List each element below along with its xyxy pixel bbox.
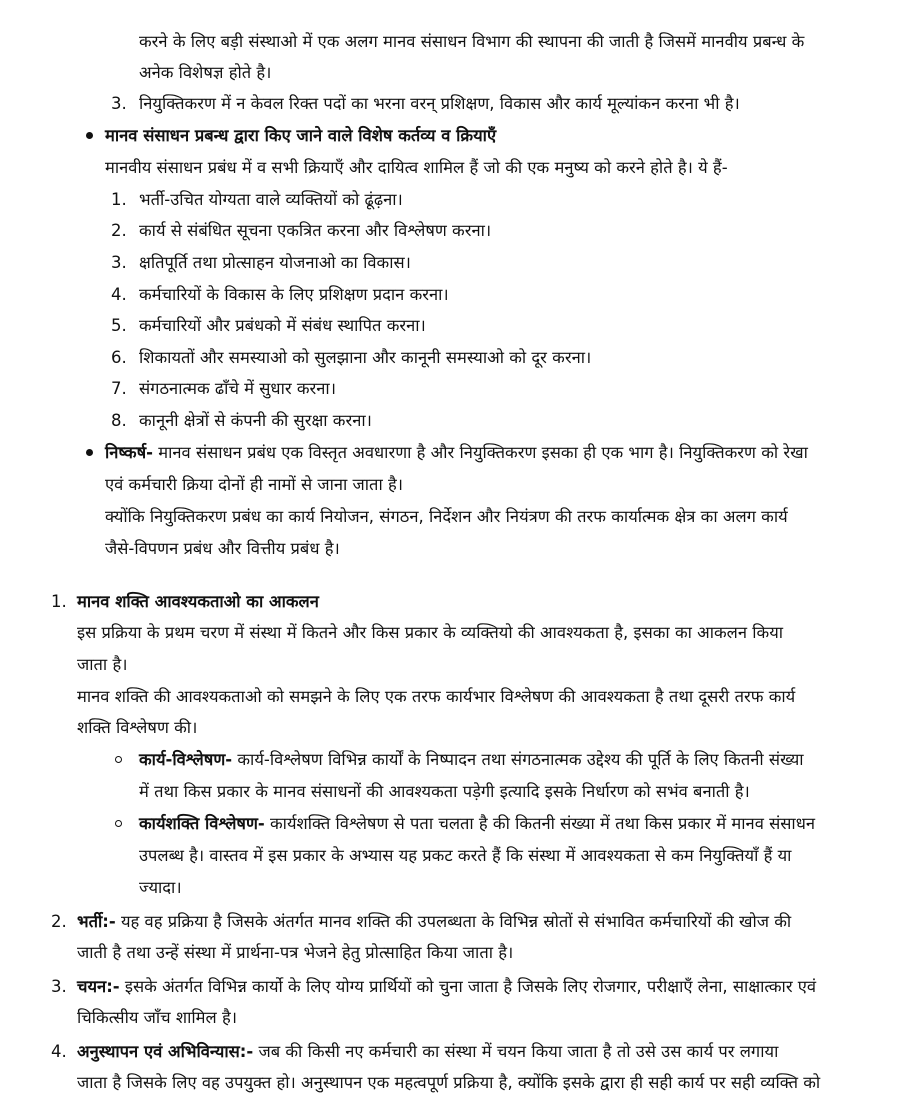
process-label: चयन:- [77,977,120,996]
process-title: मानव शक्ति आवश्यकताओ का आकलन [77,592,319,611]
bullet-icon [86,132,93,139]
paragraph-line: मानव शक्ति की आवश्यकताओ को समझने के लिए एक तरफ कार्यभार विश्लेषण की आवश्यकता है तथा दूसरी तरफ कार्य [77,687,796,706]
list-item-number: 2. [111,221,127,240]
list-item-number: 5. [111,316,127,335]
process-line: जाता है जिसके लिए वह उपयुक्त हो। अनुस्थापन एक महत्वपूर्ण प्रक्रिया है, क्योंकि इसके द्वारा ही सही कार्य पर सही व्यक्ति को [77,1073,821,1092]
process-number: 2. [51,912,67,931]
list-item-number: 8. [111,411,127,430]
list-item-text: क्षतिपूर्ति तथा प्रोत्साहन योजनाओ का विकास। [139,253,411,272]
list-item-number: 3. [111,94,127,113]
bullet-icon [86,449,93,456]
paragraph-line: जाता है। [77,655,128,674]
sub-item-line: कार्यशक्ति विश्लेषण- कार्यशक्ति विश्लेषण से पता चलता है की कितनी संख्या में तथा किस प्रकार में मानव संसाधन [139,814,816,833]
process-line: चयन:- इसके अंतर्गत विभिन्न कार्यो के लिए योग्य प्रार्थियों को चुना जाता है जिसके लिए रोजगार, परीक्षाएँ लेना, साक्षात्कार एवं [77,977,817,996]
circle-bullet-icon [115,756,122,763]
process-label: अनुस्थापन एवं अभिविन्यास:- [77,1042,254,1061]
process-number: 1. [51,592,67,611]
intro-line-2: अनेक विशेषज्ञ होते है। [139,63,272,82]
conclusion-label: निष्कर्ष- [105,443,153,462]
process-number: 3. [51,977,67,996]
list-item-text: कार्य से संबंधित सूचना एकत्रित करना और विश्लेषण करना। [139,221,492,240]
sub-item-line: कार्य-विश्लेषण- कार्य-विश्लेषण विभिन्न कार्यों के निष्पादन तथा संगठनात्मक उद्देश्य की पूर्ति के लिए कितनी संख्या [139,750,804,769]
conclusion-line-2: एवं कर्मचारी क्रिया दोनों ही नामों से जाना जाता है। [105,475,403,494]
conclusion-line-3: क्योंकि नियुक्तिकरण प्रबंध का कार्य नियोजन, संगठन, निर्देशन और नियंत्रण की तरफ कार्यात्मक क्षेत्र का अलग कार्य [105,507,788,526]
process-line: चिकित्सीय जाँच शामिल है। [77,1008,237,1027]
conclusion-line-1: निष्कर्ष- मानव संसाधन प्रबंध एक विस्तृत अवधारणा है और नियुक्तिकरण इसका ही एक भाग है। नियुक्तिकरण को रेखा [105,443,808,462]
sub-item-line: ज्यादा। [139,878,182,897]
list-item-number: 4. [111,285,127,304]
sub-item-line: में तथा किस प्रकार के मानव संसाधनों की आवश्यकता पड़ेगी इत्यादि इसके निर्धारण को सभंव बनाती है। [139,782,750,801]
conclusion-line-4: जैसे-विपणन प्रबंध और वित्तीय प्रबंध है। [105,539,340,558]
process-line: अनुस्थापन एवं अभिविन्यास:- जब की किसी नए कर्मचारी का संस्था में चयन किया जाता है तो उसे उस कार्य पर लगाया [77,1042,779,1061]
process-line: भर्ती:- यह वह प्रक्रिया है जिसके अंतर्गत मानव शक्ति की उपलब्धता के विभिन्न स्रोतों से संभावित कर्मचारियों की खोज की [77,912,792,931]
list-item-text: कर्मचारियों के विकास के लिए प्रशिक्षण प्रदान करना। [139,285,449,304]
sub-item-label: कार्यशक्ति विश्लेषण- [139,814,265,833]
list-item-text: भर्ती-उचित योग्यता वाले व्यक्तियों को ढूंढ़ना। [139,190,403,209]
circle-bullet-icon [115,820,122,827]
list-item-number: 3. [111,253,127,272]
sub-item-label: कार्य-विश्लेषण- [139,750,233,769]
sub-item-line: उपलब्ध है। वास्तव में इस प्रकार के अभ्यास यह प्रकट करते हैं कि संस्था में आवश्यकता से कम नियुक्तियाँ हैं या [139,846,792,865]
section-intro: मानवीय संसाधन प्रबंध में व सभी क्रियाएँ और दायित्व शामिल हैं जो की एक मनुष्य को करने होते है। ये हैं- [105,158,728,177]
list-item-text: नियुक्तिकरण में न केवल रिक्त पदों का भरना वरन् प्रशिक्षण, विकास और कार्य मूल्यांकन करना भी है। [139,94,740,113]
list-item-text: संगठनात्मक ढाँचे में सुधार करना। [139,379,336,398]
section-heading: मानव संसाधन प्रबन्ध द्वारा किए जाने वाले विशेष कर्तव्य व क्रियाएँ [105,126,497,145]
process-line: जाती है तथा उन्हें संस्था में प्रार्थना-पत्र भेजने हेतु प्रोत्साहित किया जाता है। [77,943,514,962]
paragraph-line: इस प्रक्रिया के प्रथम चरण में संस्था में कितने और किस प्रकार के व्यक्तियो की आवश्यकता है, इसका का आकलन किया [77,623,784,642]
list-item-number: 7. [111,379,127,398]
list-item-number: 1. [111,190,127,209]
process-label: भर्ती:- [77,912,116,931]
list-item-number: 6. [111,348,127,367]
list-item-text: कर्मचारियों और प्रबंधको में संबंध स्थापित करना। [139,316,426,335]
process-number: 4. [51,1042,67,1061]
list-item-text: कानूनी क्षेत्रों से कंपनी की सुरक्षा करना। [139,411,372,430]
paragraph-line: शक्ति विश्लेषण की। [77,718,198,737]
list-item-text: शिकायतों और समस्याओ को सुलझाना और कानूनी समस्याओ को दूर करना। [139,348,592,367]
intro-line-1: करने के लिए बड़ी संस्थाओ में एक अलग मानव संसाधन विभाग की स्थापना की जाती है जिसमें मानवीय प्रबन्ध के [139,32,805,51]
